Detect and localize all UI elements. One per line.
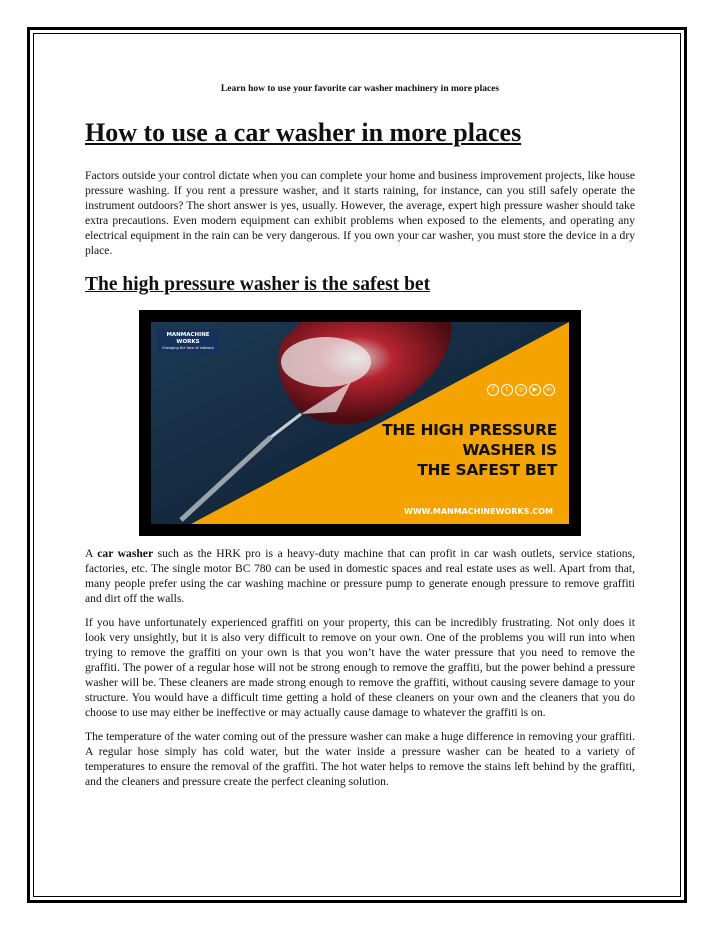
section-heading: The high pressure washer is the safest bet — [85, 273, 431, 295]
document-body — [85, 82, 635, 798]
banner-graphic — [151, 322, 569, 524]
facebook-icon: f — [487, 384, 499, 396]
car-washer-keyword: car washer — [97, 547, 154, 561]
banner-headline — [382, 420, 557, 480]
kicker-text: Learn how to use your favorite car washer machinery in more places — [220, 84, 500, 94]
paragraph-temperature: The temperature of the water coming out of the pressure washer can make a huge difference in removing your graffiti. A regular hose simply has cold water, but the water inside a pressure washer can be heated to a variety of temperatures to ensure the removal of the graffiti. The hot water helps to remove the stains left behind by the graffiti, and the cleaners and pressure create the perfect cleaning solution. — [85, 730, 635, 789]
paragraph-graffiti: If you have unfortunately experienced graffiti on your property, this can be incredibly frustrating. Not only does it look very unsightly, but it is also very difficult to remove on your own. One of the problems you will run into when trying to remove the graffiti on your own is that you won’t have the water pressure that you need to remove the graffiti. The power of a regular hose will not be strong enough to remove the graffiti, but the power behind a pressure washer will be. These cleaners are made strong enough to remove the graffiti, without causing severe damage to your structure. You would have a difficult time getting a hold of these cleaners on your own and the cleaners that you do choose to use may either be ineffective or may actually cause damage to whatever the graffiti is on. — [85, 616, 635, 720]
social-icons — [487, 384, 555, 396]
intro-paragraph: Factors outside your control dictate when you can complete your home and business improvement projects, like house pressure washing. If you rent a pressure washer, and it starts raining, for instance, can you still safely operate the instrument outdoors? The short answer is yes, usually. However, the average, expert high pressure washer should take extra precautions. Even modern equipment can exhibit problems when exposed to the elements, and operating any electrical equipment in the rain can be very dangerous. If you own your car washer, you must store the device in a dry place. — [85, 168, 635, 257]
linkedin-icon: in — [543, 384, 555, 396]
instagram-icon: ◎ — [515, 384, 527, 396]
logo-line-2: WORKS — [176, 338, 200, 345]
twitter-icon: t — [501, 384, 513, 396]
paragraph-car-washer — [85, 546, 635, 606]
youtube-icon: ▶ — [529, 384, 541, 396]
headline-line-1: THE HIGH PRESSURE — [382, 421, 557, 440]
headline-line-3: THE SAFEST BET — [417, 461, 557, 480]
brand-logo — [157, 329, 219, 352]
banner-website: WWW.MANMACHINEWORKS.COM — [404, 507, 553, 517]
banner-image — [139, 310, 581, 536]
para1-rest: such as the HRK pro is a heavy-duty machine that can profit in car wash outlets, service stations, factories, etc. The single motor BC 780 can be used in domestic spaces and real estate uses as well. Apart from that, many people prefer using the car washing machine or pressure pump to generate enough pressure to remove graffiti and dirt off the walls. — [85, 547, 635, 606]
page-title: How to use a car washer in more places — [85, 118, 522, 147]
headline-line-2: WASHER IS — [462, 441, 557, 460]
logo-line-1: MANMACHINE — [166, 332, 210, 339]
logo-tagline: Changing the face of industry — [162, 345, 215, 350]
para1-prefix: A — [85, 547, 98, 561]
